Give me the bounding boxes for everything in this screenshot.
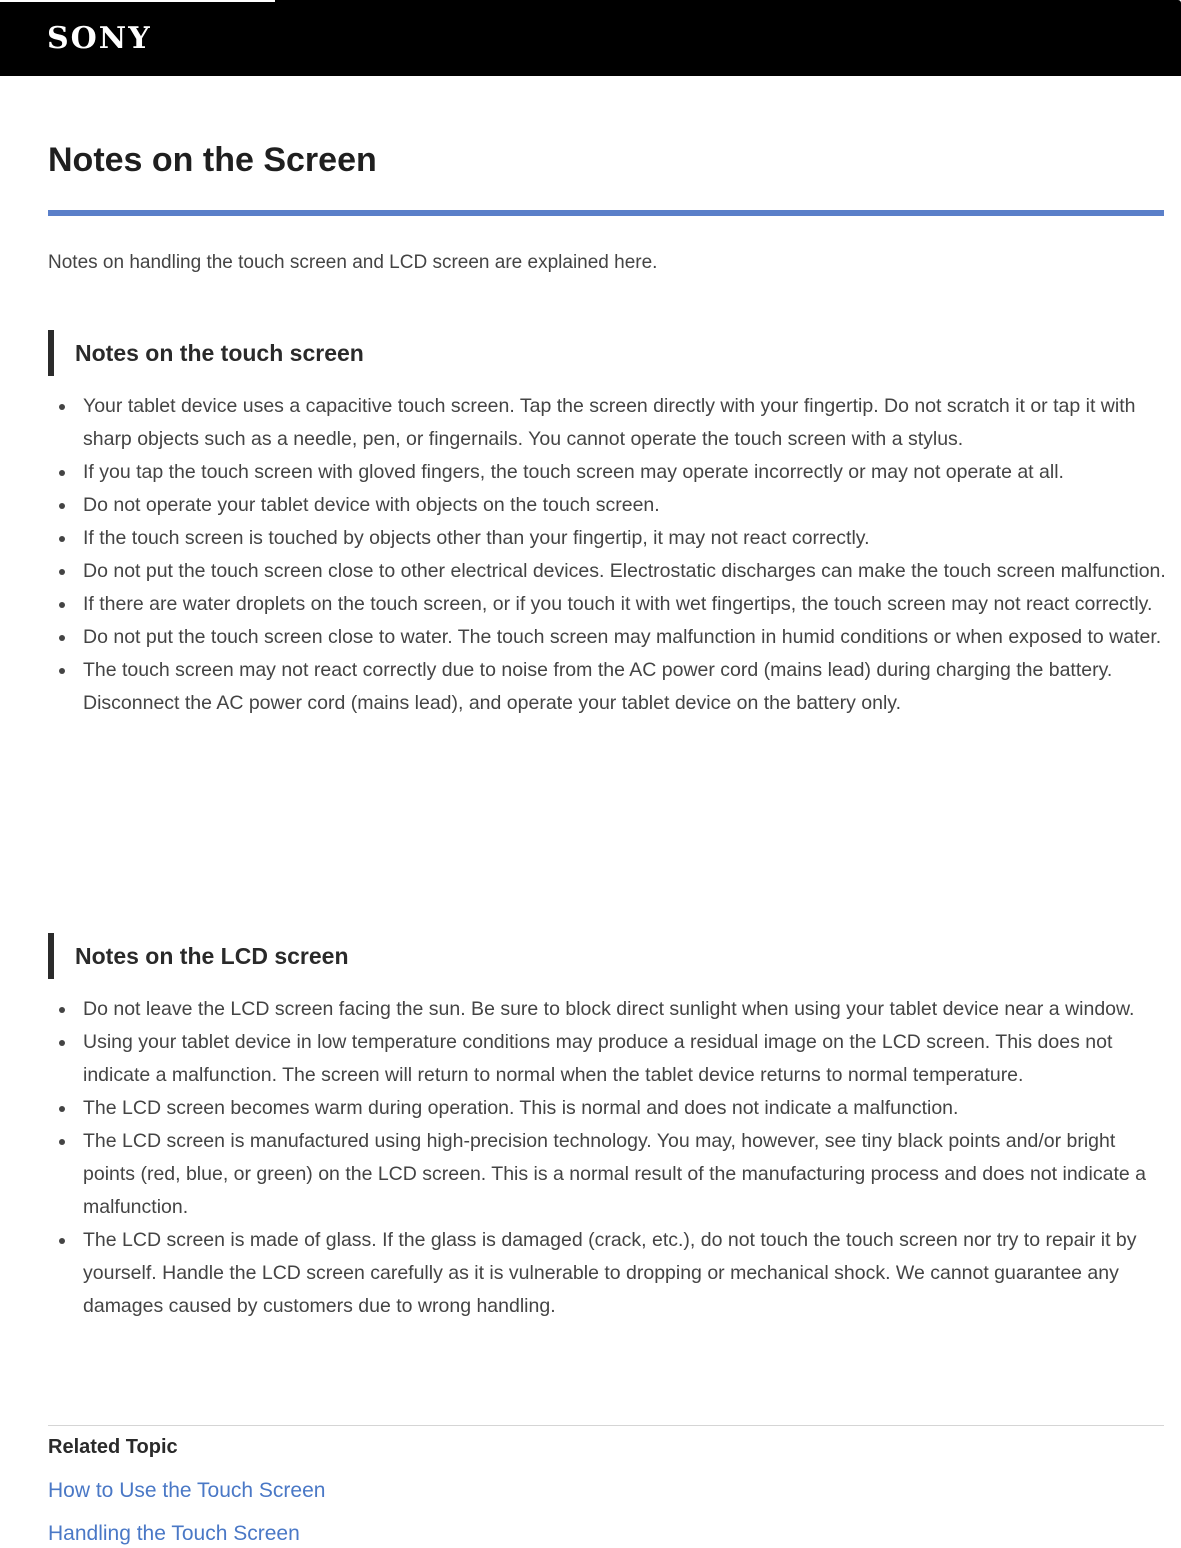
list-item [56,456,1166,489]
related-divider [48,1425,1164,1426]
list-item-text: Do not leave the LCD screen facing the sun. Be sure to block direct sunlight when using your tablet device near a window. [83,998,1135,1020]
bullet-icon [59,668,65,674]
bullet-icon [59,1007,65,1013]
list-item-text: Using your tablet device in low temperature conditions may produce a residual image on the LCD screen. This does not indicate a malfunction. The screen will return to normal when the tablet device returns to normal temperature. [83,1031,1113,1086]
section-heading-lcd-screen: Notes on the LCD screen [48,933,349,979]
list-item [56,654,1166,720]
title-underline-divider [48,210,1164,216]
bullet-icon [59,503,65,509]
bullet-icon [59,1238,65,1244]
list-item [56,1125,1166,1224]
list-item [56,1224,1166,1323]
related-link-handling-touch-screen[interactable]: Handling the Touch Screen [48,1522,300,1545]
list-item [56,555,1166,588]
list-item-text: Do not operate your tablet device with objects on the touch screen. [83,494,660,516]
list-item [56,993,1166,1026]
section-heading-touch-screen: Notes on the touch screen [48,330,364,376]
bullet-icon [59,635,65,641]
list-item-text: Do not put the touch screen close to water. The touch screen may malfunction in humid conditions or when exposed to water. [83,626,1162,648]
page-title: Notes on the Screen [48,141,377,179]
bullet-icon [59,404,65,410]
site-header [0,0,1181,76]
bullet-icon [59,470,65,476]
list-item-text: Do not put the touch screen close to other electrical devices. Electrostatic discharges can make the touch screen malfunction. [83,560,1166,582]
list-item [56,489,1166,522]
list-item [56,390,1166,456]
bullet-icon [59,602,65,608]
bullet-icon [59,569,65,575]
list-item-text: If there are water droplets on the touch screen, or if you touch it with wet fingertips, the touch screen may not react correctly. [83,593,1153,615]
list-item-text: If you tap the touch screen with gloved fingers, the touch screen may operate incorrectly or may not operate at all. [83,461,1064,483]
list-item-text: If the touch screen is touched by objects other than your fingertip, it may not react correctly. [83,527,870,549]
related-topic-label: Related Topic [48,1436,178,1458]
list-item-text: The LCD screen is made of glass. If the glass is damaged (crack, etc.), do not touch the touch screen nor try to repair it by yourself. Handle the LCD screen carefully as it is vulnerable to dropping or mechanical shock. We cannot guarantee any damages caused by customers due to wrong handling. [83,1229,1137,1317]
bullet-icon [59,536,65,542]
list-item-text: The LCD screen is manufactured using high-precision technology. You may, however, see tiny black points and/or bright points (red, blue, or green) on the LCD screen. This is a normal result of the manufacturing process and does not indicate a malfunction. [83,1130,1146,1218]
list-item-text: The touch screen may not react correctly due to noise from the AC power cord (mains lead) during charging the battery. Disconnect the AC power cord (mains lead), and operate your tablet device on the battery only. [83,659,1113,714]
list-item [56,1026,1166,1092]
bullet-icon [59,1106,65,1112]
list-item-text: Your tablet device uses a capacitive touch screen. Tap the screen directly with your fingertip. Do not scratch it or tap it with sharp objects such as a needle, pen, or fingernails. You cannot operate the touch screen with a stylus. [83,395,1136,450]
sony-logo[interactable]: SONY [47,21,152,56]
bullet-icon [59,1139,65,1145]
bullet-icon [59,1040,65,1046]
lcd-screen-notes-list [56,993,1166,1323]
list-item [56,621,1166,654]
intro-text: Notes on handling the touch screen and LCD screen are explained here. [48,252,658,273]
list-item [56,588,1166,621]
related-link-how-to-use-touch-screen[interactable]: How to Use the Touch Screen [48,1479,326,1502]
touch-screen-notes-list [56,390,1166,720]
list-item [56,1092,1166,1125]
header-top-divider [0,0,275,2]
list-item-text: The LCD screen becomes warm during operation. This is normal and does not indicate a malfunction. [83,1097,959,1119]
list-item [56,522,1166,555]
